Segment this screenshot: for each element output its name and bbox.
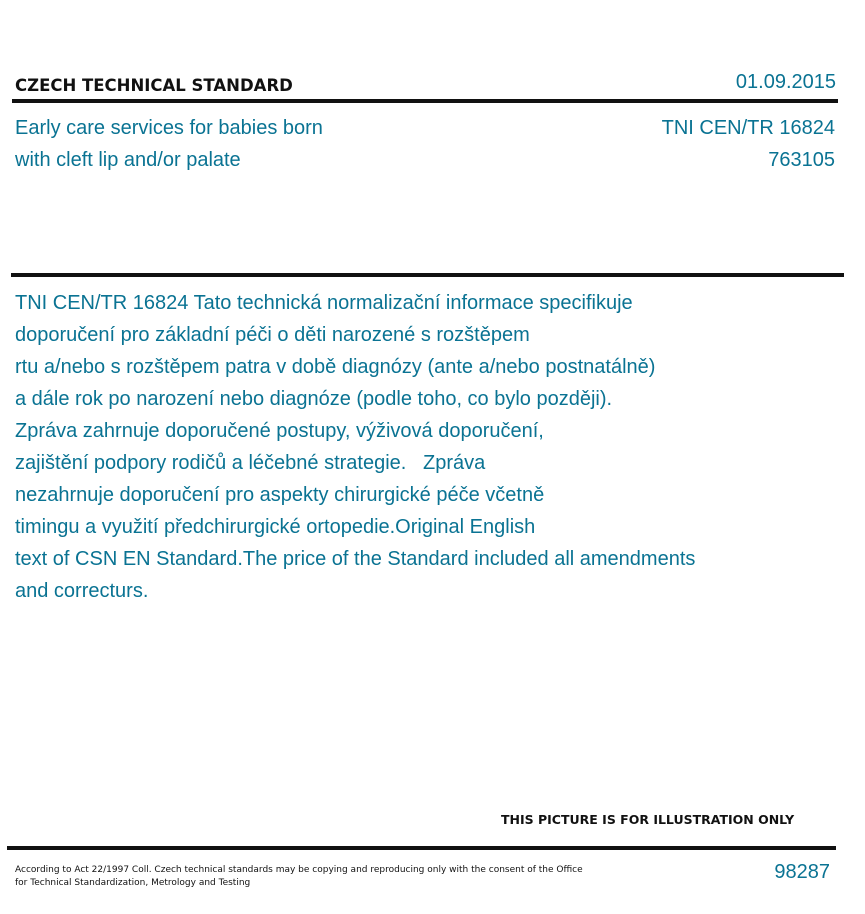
abstract-line: timingu a využití předchirurgické ortopedie.Original English	[15, 516, 536, 538]
abstract-line: and correcturs.	[15, 580, 149, 602]
document-id: 98287	[774, 861, 830, 883]
legal-notice-line-2: for Technical Standardization, Metrology and Testing	[15, 878, 251, 888]
abstract-line: text of CSN EN Standard.The price of the Standard included all amendments	[15, 548, 696, 570]
publication-date: 01.09.2015	[735, 71, 836, 93]
abstract-line: Zpráva zahrnuje doporučené postupy, výživová doporučení,	[15, 420, 544, 442]
legal-notice	[15, 864, 583, 890]
legal-notice-line-1: According to Act 22/1997 Coll. Czech technical standards may be copying and reproducing only with the consent of the Office	[15, 865, 583, 875]
top-divider	[12, 99, 838, 103]
abstract-line: zajištění podpory rodičů a léčebné strategie. Zpráva	[15, 452, 486, 474]
abstract-text	[15, 287, 695, 607]
illustration-disclaimer: THIS PICTURE IS FOR ILLUSTRATION ONLY	[501, 812, 795, 827]
classification-code: 763105	[768, 149, 835, 171]
standard-type-label: CZECH TECHNICAL STANDARD	[15, 76, 293, 95]
abstract-line: doporučení pro základní péči o děti narozené s rozštěpem	[15, 324, 530, 346]
abstract-line: a dále rok po narození nebo diagnóze (podle toho, co bylo později).	[15, 388, 613, 410]
bottom-divider	[7, 846, 836, 850]
abstract-line: nezahrnuje doporučení pro aspekty chirurgické péče včetně	[15, 484, 545, 506]
title-line-2: with cleft lip and/or palate	[15, 149, 241, 171]
middle-divider	[11, 273, 844, 277]
standard-number: TNI CEN/TR 16824	[661, 117, 835, 139]
abstract-line: TNI CEN/TR 16824 Tato technická normalizační informace specifikuje	[15, 292, 633, 314]
abstract-line: rtu a/nebo s rozštěpem patra v době diagnózy (ante a/nebo postnatálně)	[15, 356, 656, 378]
title-line-1: Early care services for babies born	[15, 117, 323, 139]
